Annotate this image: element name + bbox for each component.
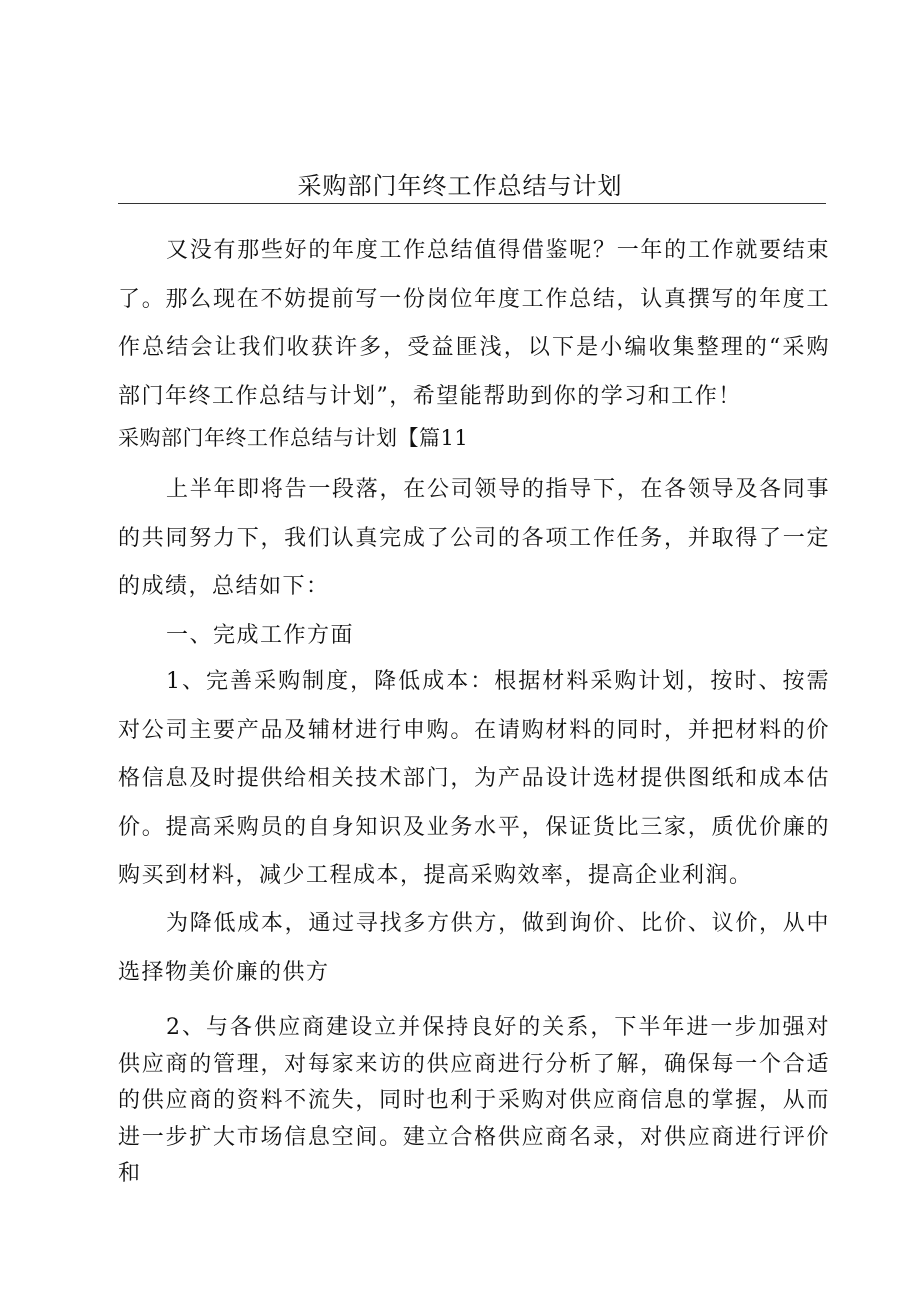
- section-heading-text: 采购部门年终工作总结与计划【篇11: [118, 426, 469, 450]
- title-underline: [118, 203, 826, 204]
- paragraph-summary: 上半年即将告一段落，在公司领导的指导下，在各领导及各同事的共同努力下，我们认真完成了公司的各项工作任务，并取得了一定的成绩，总结如下：: [118, 477, 830, 599]
- item-supplier-relations: 2、与各供应商建设立并保持良好的关系，下半年进一步加强对供应商的管理，对每家来访的供应商进行分析了解，确保每一个合适的供应商的资料不流失，同时也利于采购对供应商信息的掌握，从而进一步扩大市场信息空间。建立合格供应商名录，对供应商进行评价和: [118, 1015, 830, 1186]
- subheading-work-done: 一、完成工作方面: [166, 623, 355, 648]
- item-purchasing-system: 1、完善采购制度，降低成本：根据材料采购计划，按时、按需对公司主要产品及辅材进行申购。在请购材料的同时，并把材料的价格信息及时提供给相关技术部门，为产品设计选材提供图纸和成本估价。提高采购员的自身知识及业务水平，保证货比三家，质优价廉的购买到材料，减少工程成本，提高采购效率，提高企业利润。: [118, 669, 830, 888]
- section-heading: [118, 422, 468, 454]
- intro-paragraph: 又没有那些好的年度工作总结值得借鉴呢？一年的工作就要结束了。那么现在不妨提前写一份岗位年度工作总结，认真撰写的年度工作总结会让我们收获许多，受益匪浅，以下是小编收集整理的“采购部门年终工作总结与计划”，希望能帮助到你的学习和工作！: [118, 238, 830, 409]
- document-title: 采购部门年终工作总结与计划: [297, 172, 623, 200]
- paragraph-cost-reduction: 为降低成本，通过寻找多方供方，做到询价、比价、议价，从中选择物美价廉的供方: [118, 911, 830, 985]
